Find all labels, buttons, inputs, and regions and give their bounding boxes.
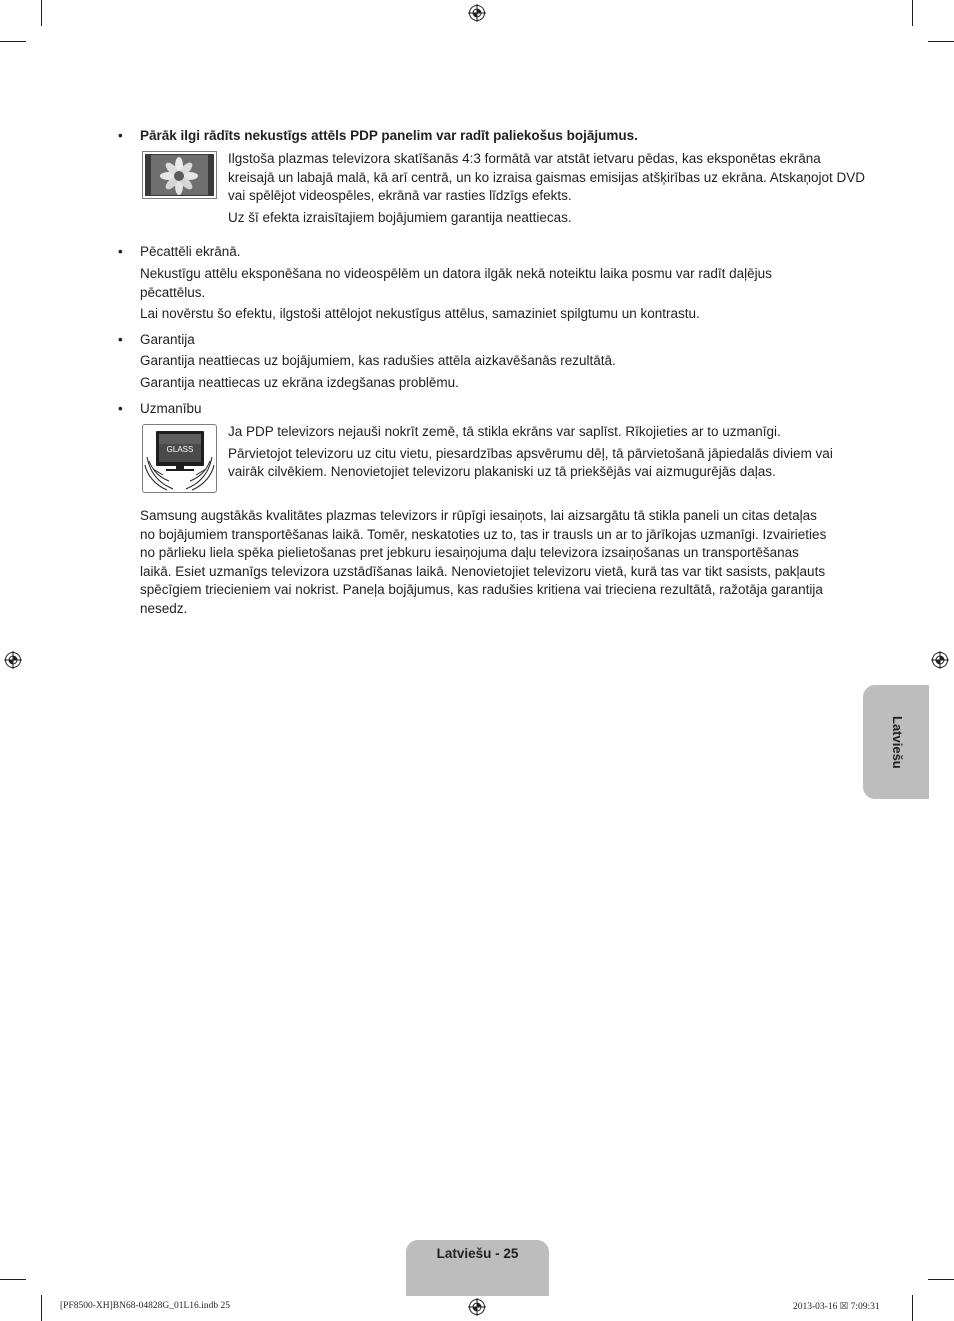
section4-line: vairāk cilvēkiem. Nenovietojiet televizoru plakaniski uz tā priekšējās vai aizmugurējās daļas. bbox=[228, 464, 776, 479]
section3-line: Garantija neattiecas uz ekrāna izdegšanas problēmu. bbox=[140, 374, 459, 390]
glass-warning-image bbox=[142, 424, 217, 493]
crop-mark bbox=[928, 41, 954, 42]
crop-mark bbox=[928, 1279, 954, 1280]
registration-mark-icon bbox=[931, 651, 949, 669]
hands-holding-tv-icon bbox=[143, 425, 216, 492]
section1-line: vai spēlējot videospēles, ekrānā var rasties līdzīgs efekts. bbox=[228, 188, 572, 203]
registration-mark-icon bbox=[468, 4, 486, 22]
section4-line: Pārvietojot televizoru uz citu vietu, piesardzības apsvērumu dēļ, tā pārvietošanā jāpiedalās diviem vai bbox=[228, 445, 833, 461]
bullet: • bbox=[118, 401, 123, 416]
section2-body bbox=[140, 265, 840, 324]
section2-line: pēcattēlus. bbox=[140, 284, 206, 300]
bullet: • bbox=[118, 332, 123, 347]
crop-mark bbox=[912, 1295, 913, 1321]
closing-line: nesedz. bbox=[140, 600, 188, 616]
closing-line: laikā. Esiet uzmanīgs televizora uzstādīšanas laikā. Nenovietojiet televizoru vietā, kurā tas var tikt sasists, pakļauts bbox=[140, 563, 826, 579]
section4-body bbox=[228, 423, 838, 482]
bullet: • bbox=[118, 244, 123, 259]
section2-heading: Pēcattēli ekrānā. bbox=[140, 244, 241, 259]
section3-line: Garantija neattiecas uz bojājumiem, kas radušies attēla aizkavēšanās rezultātā. bbox=[140, 353, 616, 368]
crop-mark bbox=[0, 1279, 26, 1280]
page-number-tab bbox=[406, 1240, 549, 1296]
closing-line: spēcīgiem triecieniem vai nokrist. Paneļa bojājumus, kas radušies kritiena vai trieciena rezultātā, ražotāja garantija bbox=[140, 582, 823, 597]
glass-label: GLASS bbox=[166, 445, 194, 454]
closing-line: no pārlieku liela spēka pielietošanas pret jebkuru iesaiņojuma daļu televizora izsaiņošanas un transportēšanas bbox=[140, 545, 799, 560]
language-side-tab bbox=[863, 685, 929, 799]
section2-line: Nekustīgu attēlu eksponēšana no videospēlēm un datora ilgāk nekā noteiktu laika posmu var radīt daļējus bbox=[140, 266, 772, 281]
closing-line: no bojājumiem transportēšanas laikā. Tomēr, neskatoties uz to, tas ir trausls un ar to jārīkojas uzmanīgi. Izvairieties bbox=[140, 526, 827, 542]
section4-heading: Uzmanību bbox=[140, 401, 202, 416]
side-tab-label: Latviešu bbox=[890, 715, 905, 769]
bullet: • bbox=[118, 128, 123, 143]
print-slug-right: 2013-03-16 ☒ 7:09:31 bbox=[793, 1302, 880, 1312]
crop-mark bbox=[912, 0, 913, 26]
section1-line: Ilgstoša plazmas televizora skatīšanās 4:3 formātā var atstāt ietvaru pēdas, kas eksponētas ekrāna bbox=[228, 151, 821, 166]
crop-mark bbox=[41, 1295, 42, 1321]
section2-note: Lai novērstu šo efektu, ilgstoši attēlojot nekustīgus attēlus, samaziniet spilgtumu un kontrastu. bbox=[140, 306, 700, 321]
tv-4-3-image bbox=[142, 151, 217, 199]
closing-paragraph bbox=[140, 507, 840, 618]
section1-heading: Pārāk ilgi rādīts nekustīgs attēls PDP panelim var radīt paliekošus bojājumus. bbox=[140, 128, 638, 143]
registration-mark-icon bbox=[4, 651, 22, 669]
closing-line: Samsung augstākās kvalitātes plazmas televizors ir rūpīgi iesaiņots, lai aizsargātu tā stikla paneli un citas detaļas bbox=[140, 508, 817, 523]
section3-heading: Garantija bbox=[140, 332, 195, 347]
section1-body bbox=[228, 150, 866, 227]
section1-note: Uz šī efekta izraisītajiem bojājumiem garantija neattiecas. bbox=[228, 209, 572, 225]
page-number-label: Latviešu - 25 bbox=[436, 1246, 519, 1261]
crop-mark bbox=[41, 0, 42, 26]
section1-line: kreisajā un labajā malā, kā arī centrā, un ko izraisa gaismas emisijas atšķirības uz ekrāna. Atskaņojot DVD bbox=[228, 169, 866, 185]
flower-screen-icon bbox=[143, 152, 216, 198]
crop-mark bbox=[0, 41, 26, 42]
section4-line: Ja PDP televizors nejauši nokrīt zemē, tā stikla ekrāns var saplīst. Rīkojieties ar to uzmanīgi. bbox=[228, 424, 781, 439]
registration-mark-icon bbox=[468, 1298, 486, 1316]
section3-body bbox=[140, 352, 840, 392]
print-slug-left: [PF8500-XH]BN68-04828G_01L16.indb 25 bbox=[60, 1301, 230, 1311]
